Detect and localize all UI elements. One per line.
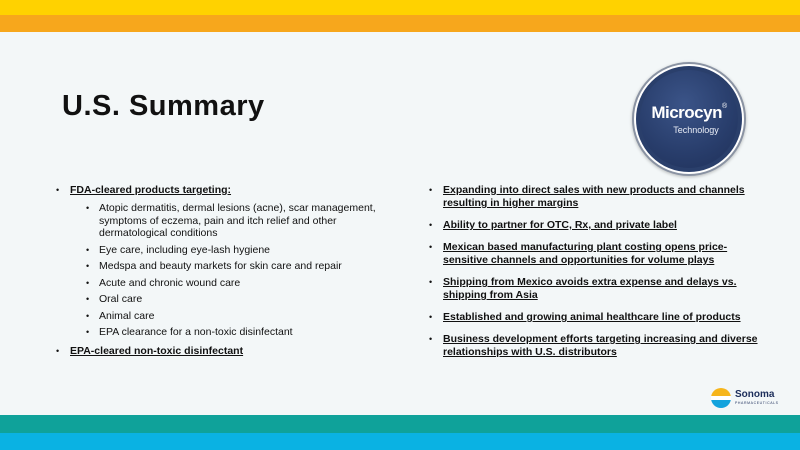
right-bullet-text: Mexican based manufacturing plant costing opens price-sensitive channels and opportunities for volume plays xyxy=(443,241,728,266)
sub-bullet: • Atopic dermatitis, dermal lesions (acne), scar management, symptoms of eczema, pain and itch relief and other dermatological conditions xyxy=(86,202,396,240)
top-band-yellow xyxy=(0,0,800,15)
sonoma-tagline: PHARMACEUTICALS xyxy=(735,401,779,405)
logo-subtitle: Technology xyxy=(673,125,719,135)
sub-bullet: • Oral care xyxy=(86,293,396,306)
left-bullet-epa xyxy=(56,345,396,358)
microcyn-logo xyxy=(636,66,742,172)
sonoma-logo xyxy=(711,386,781,410)
right-bullet xyxy=(429,311,769,324)
sub-bullet: • EPA clearance for a non-toxic disinfectant xyxy=(86,326,396,339)
sub-bullet: • Eye care, including eye-lash hygiene xyxy=(86,244,396,257)
right-bullet-text: Ability to partner for OTC, Rx, and private label xyxy=(443,219,677,231)
right-bullet-text: Business development efforts targeting increasing and diverse relationships with U.S. distributors xyxy=(443,333,758,358)
left-bullet-heading: FDA-cleared products targeting: xyxy=(70,184,232,196)
right-bullet-text: Expanding into direct sales with new products and channels resulting in higher margins xyxy=(443,184,745,209)
left-bullet-fda xyxy=(56,184,396,339)
sub-bullet: • Animal care xyxy=(86,310,396,323)
left-column xyxy=(56,184,396,364)
sonoma-name: Sonoma xyxy=(735,389,775,400)
logo-registered-mark: ® xyxy=(721,103,727,110)
logo-brand-name: Microcyn xyxy=(651,103,722,122)
bottom-band-blue xyxy=(0,433,800,450)
left-bullet-heading: EPA-cleared non-toxic disinfectant xyxy=(70,344,244,357)
slide-title: U.S. Summary xyxy=(62,90,265,122)
right-bullet xyxy=(429,241,769,267)
right-bullet xyxy=(429,276,769,302)
top-band-orange xyxy=(0,15,800,32)
right-column xyxy=(429,184,769,368)
right-bullet xyxy=(429,184,769,210)
sonoma-sun-icon xyxy=(711,388,731,408)
sub-bullet: • Medspa and beauty markets for skin care and repair xyxy=(86,260,396,273)
right-bullet xyxy=(429,333,769,359)
right-bullet-text: Shipping from Mexico avoids extra expense and delays vs. shipping from Asia xyxy=(443,276,737,301)
sub-bullet: • Acute and chronic wound care xyxy=(86,277,396,290)
right-bullet xyxy=(429,219,769,232)
bottom-band-teal xyxy=(0,415,800,433)
microcyn-logo-disc xyxy=(640,70,738,168)
right-bullet-text: Established and growing animal healthcare line of products xyxy=(443,311,741,323)
